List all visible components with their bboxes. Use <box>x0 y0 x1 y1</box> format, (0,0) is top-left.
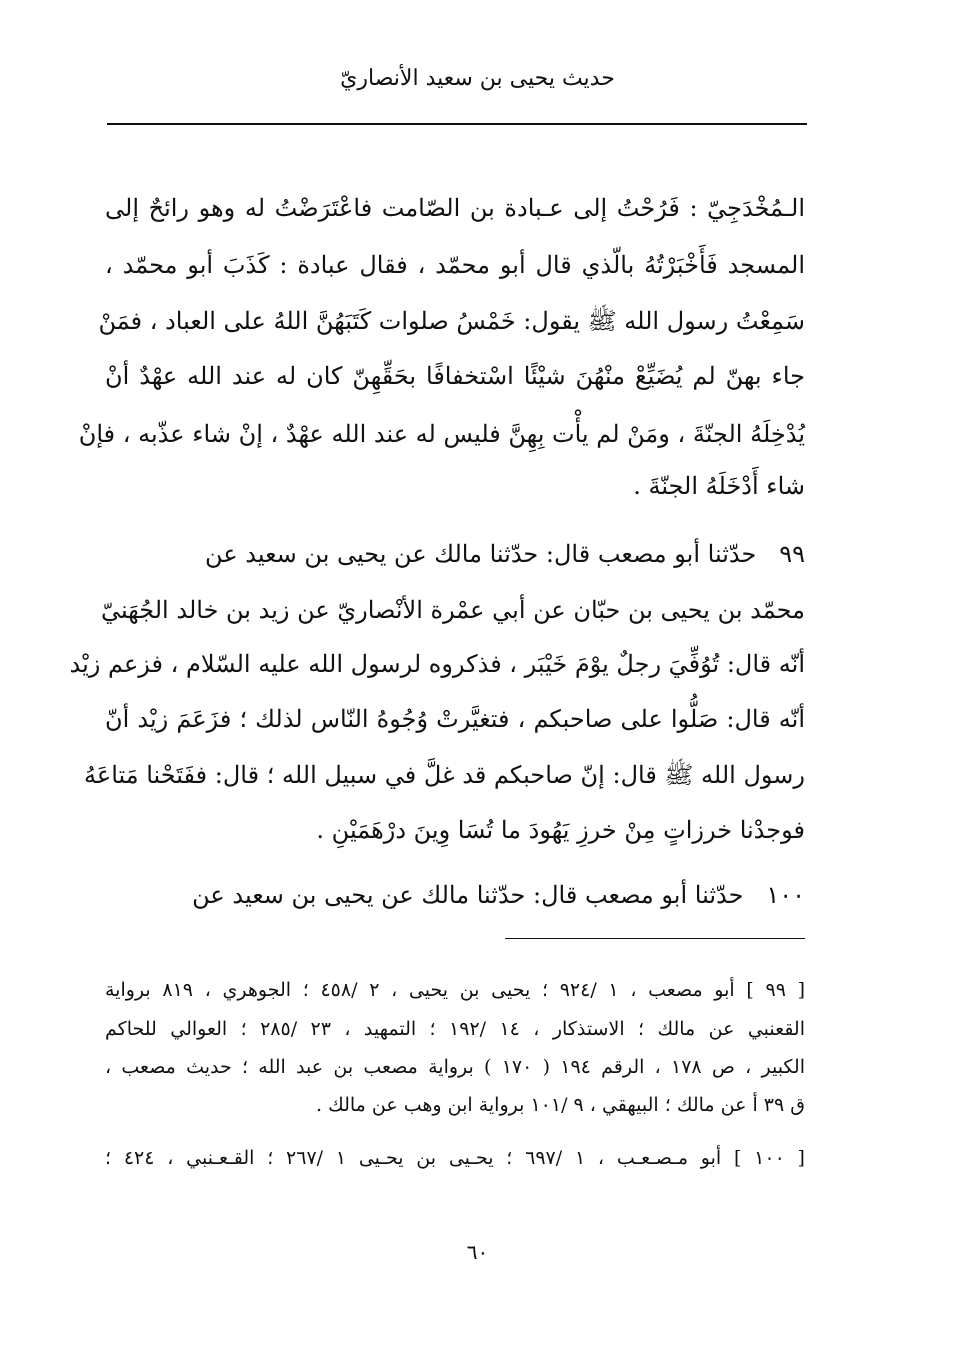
text-line: المسجد فَأَخْبَرْتُهُ بالّذي قال أبو محمّد ، فقال عبادة : كَذَبَ أبو محمّد ، <box>105 251 805 279</box>
text-line: يُدْخِلَهُ الجنّةَ ، ومَنْ لم يأْت بِهِنَّ فليس له عند الله عهْدٌ ، إنْ شاء عذّبه ، فإنْ <box>78 420 805 448</box>
hadith-99-first-line <box>105 536 805 572</box>
text-line: سَمِعْتُ رسول الله ﷺ يقول: خَمْسُ صلوات كَتَبَهُنَّ اللهُ على العباد ، فمَنْ <box>98 307 805 335</box>
footnote-divider <box>505 938 805 939</box>
text-line: محمّد بن يحيى بن حبّان عن أبي عمْرة الأنْصاريّ عن زيد بن خالد الجُهَنيّ <box>100 596 805 624</box>
hadith-text: حدّثنا أبو مصعب قال: حدّثنا مالك عن يحيى بن سعيد عن <box>192 881 744 909</box>
footnote-line: القعنبي عن مالك ؛ الاستذكار ، ١٤ /١٩٢ ؛ التمهيد ، ٢٣ /٢٨٥ ؛ العوالي للحاكم <box>105 1018 805 1040</box>
hadith-text: حدّثنا أبو مصعب قال: حدّثنا مالك عن يحيى بن سعيد عن <box>205 540 757 568</box>
footnote-line: [ ٩٩ ] أبو مصعب ، ١ /٩٢٤ ؛ يحيى بن يحيى ، ٢ /٤٥٨ ؛ الجوهري ، ٨١٩ برواية <box>105 979 806 1001</box>
footnote-line: [ ١٠٠ ] أبو مـصـعـب ، ١ /٦٩٧ ؛ يحـيى بن يحـيى ١ /٢٦٧ ؛ القـعـنبي ، ٤٢٤ ؛ <box>105 1147 805 1169</box>
footnote-line: ق ٣٩ أ عن مالك ؛ البيهقي ، ٩ /١٠١ برواية ابن وهب عن مالك . <box>316 1094 805 1116</box>
hadith-number: ٩٩ <box>779 540 805 568</box>
header-divider <box>107 123 807 125</box>
text-line: جاء بهنّ لم يُضَيِّعْ منْهُنَ شيْئًا اسْتخفافًا بحَقِّهِنّ كان له عند الله عهْدٌ أنْ <box>105 362 805 390</box>
page-number: ٦٠ <box>466 1240 489 1264</box>
hadith-100-first-line <box>105 877 805 913</box>
hadith-number: ١٠٠ <box>766 881 805 909</box>
footnote-line: الكبير ، ص ١٧٨ ، الرقم ١٩٤ ( ١٧٠ ) برواية مصعب بن عبد الله ؛ حديث مصعب ، <box>105 1056 805 1078</box>
text-line: أنّه قال: تُوُفِّيَ رجلٌ يوْمَ خَيْبَر ، فذكروه لرسول الله عليه السّلام ، فزعم زيْد <box>69 650 805 678</box>
text-line: رسول الله ﷺ قال: إنّ صاحبكم قد غلَّ في سبيل الله ؛ قال: ففَتَحْنا مَتاعَهُ <box>84 761 805 789</box>
running-header: حديث يحيى بن سعيد الأنصاريّ <box>340 66 615 91</box>
text-line: شاء أَدْخَلَهُ الجنّةَ . <box>633 472 805 500</box>
text-line: الـمُخْدَجِيّ : فَرُحْتُ إلى عـبادة بن الصّامت فاعْتَرَضْتُ له وهو رائحٌ إلى <box>105 194 805 222</box>
text-line: أنّه قال: صَلُّوا على صاحبكم ، فتغيَّرتْ وُجُوهُ النّاس لذلك ؛ فزَعَمَ زيْد أنّ <box>105 705 805 733</box>
text-line: فوجدْنا خرزاتٍ مِنْ خرزِ يَهُودَ ما تُسَا وِينَ درْهَمَيْنِ . <box>316 816 805 844</box>
